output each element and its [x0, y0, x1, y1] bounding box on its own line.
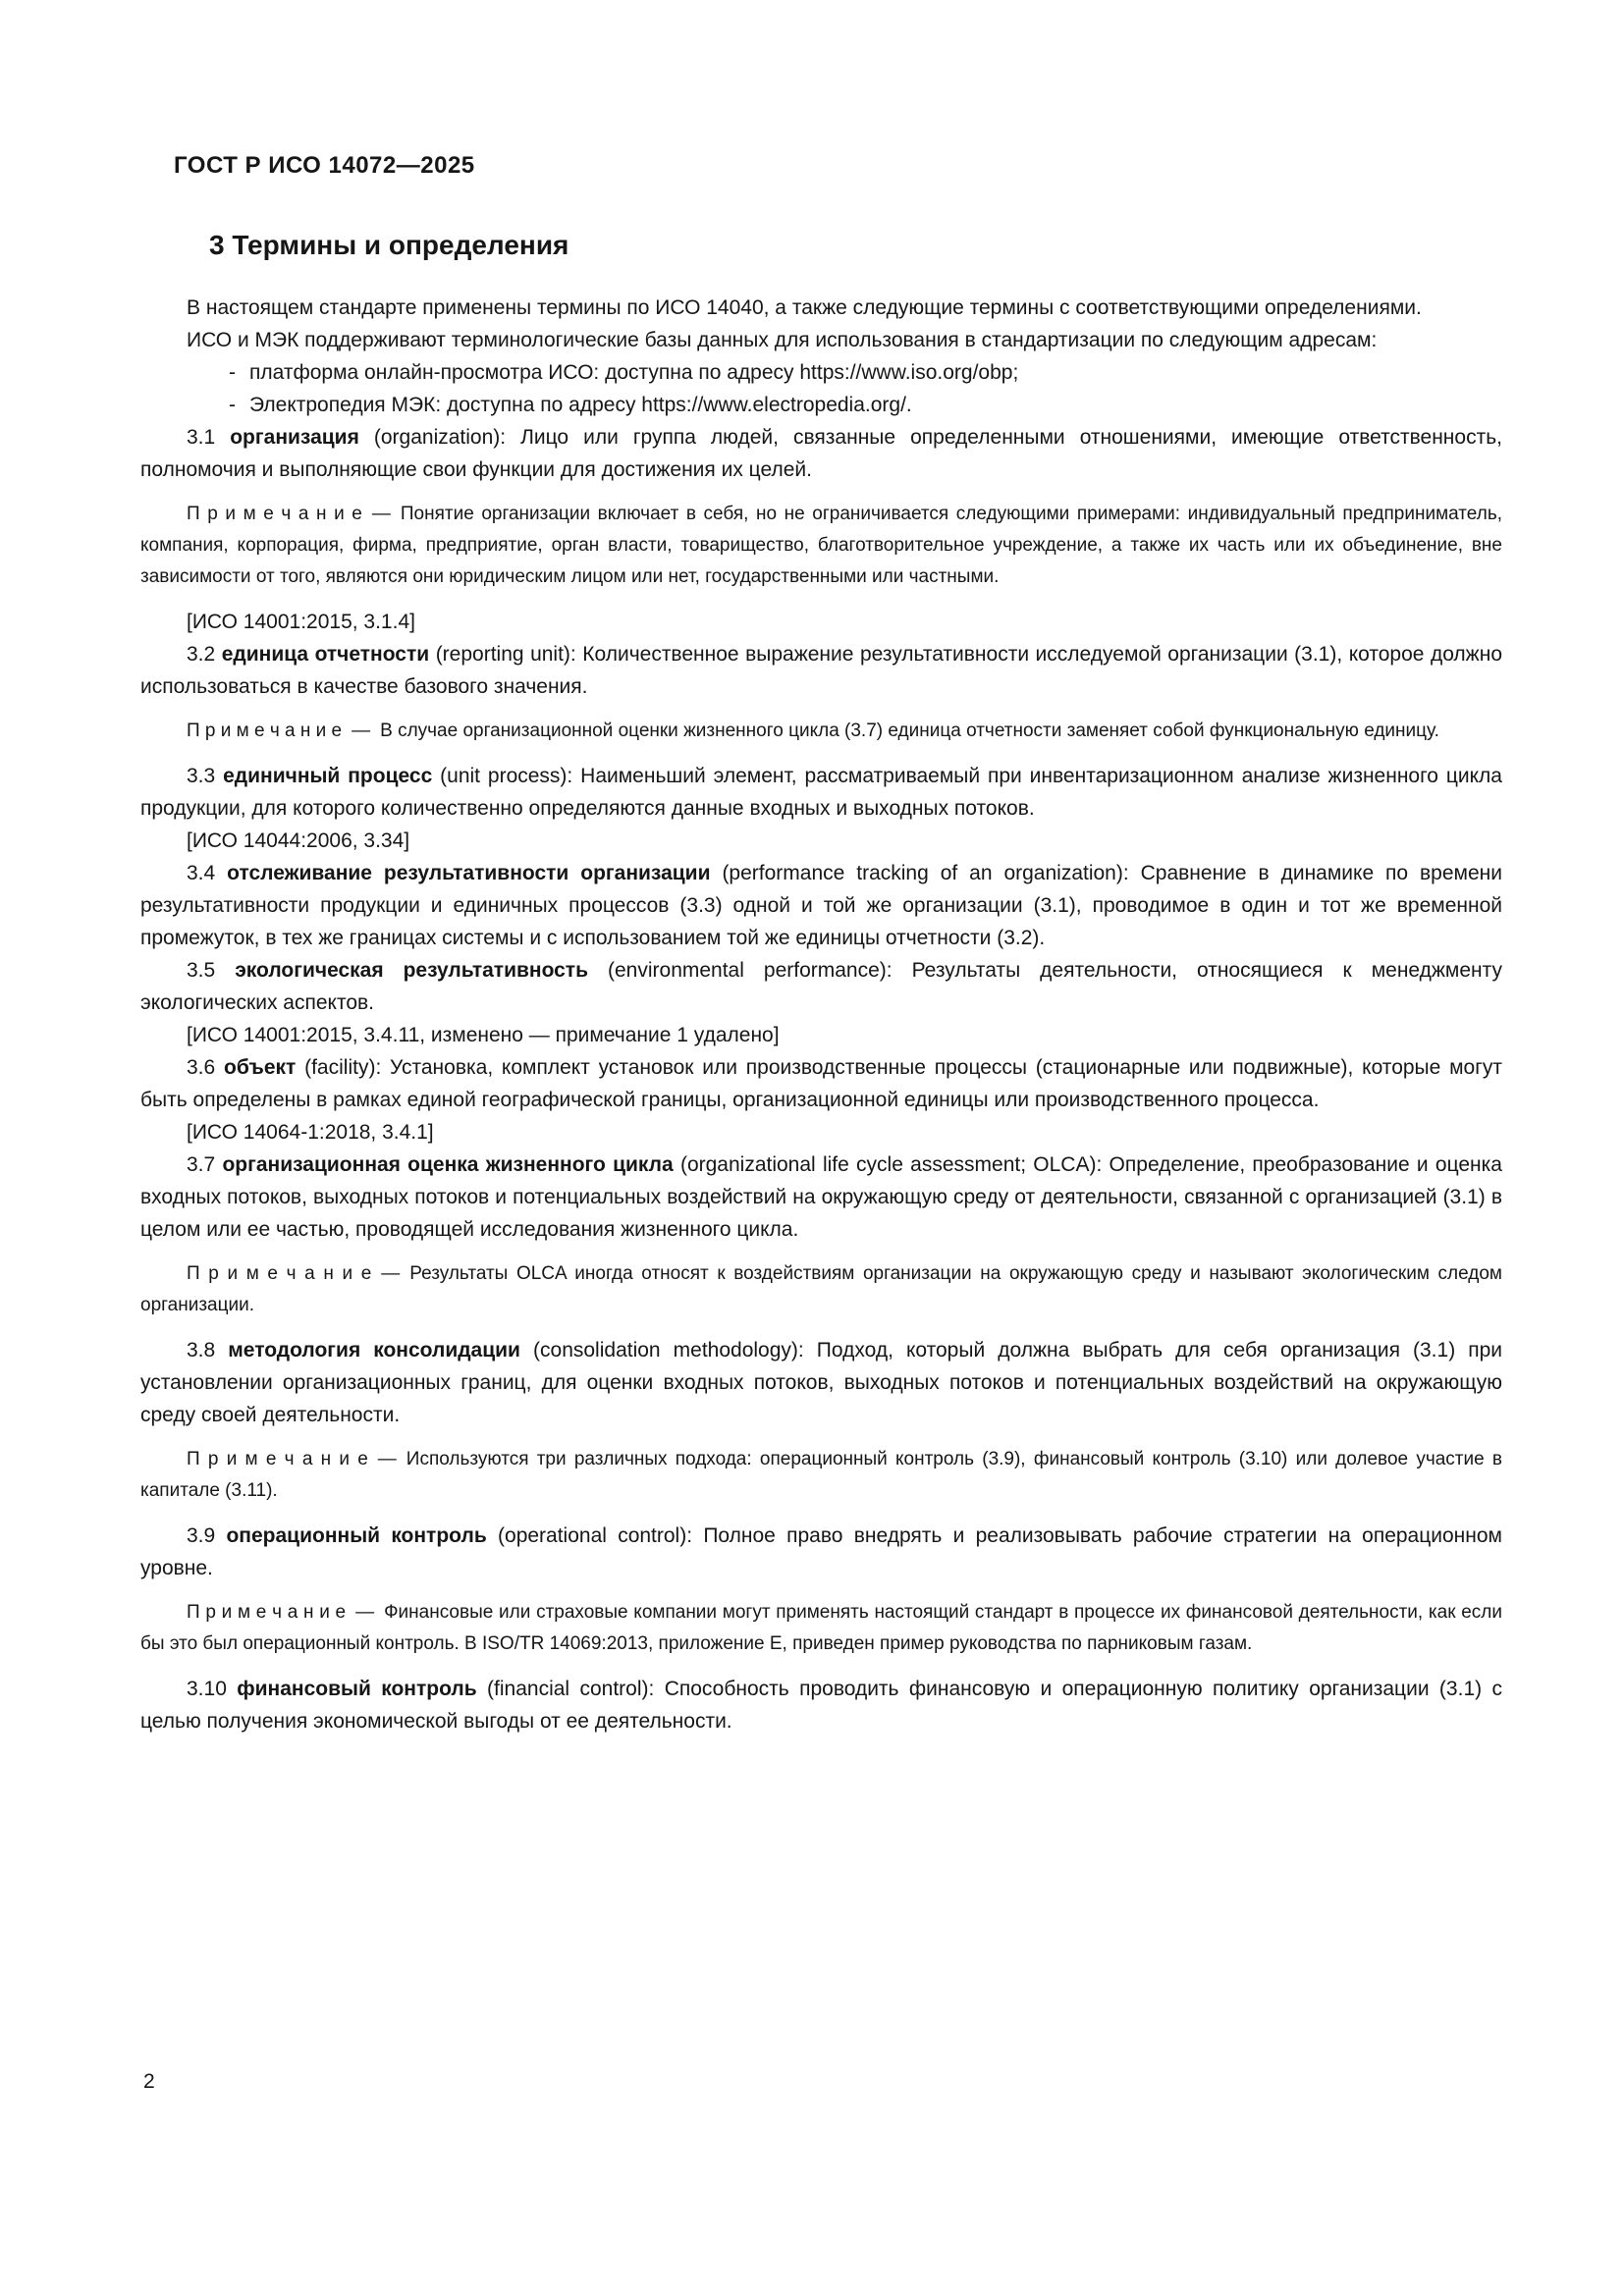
- note: [140, 1597, 1502, 1660]
- term-name: объект: [224, 1056, 297, 1079]
- term-paragraph-3-4: [140, 857, 1502, 954]
- term-paragraph-3-8: [140, 1334, 1502, 1431]
- term-paragraph-3-2: [140, 638, 1502, 703]
- list-item-text: Электропедия МЭК: доступна по адресу https://www.electropedia.org/.: [249, 394, 912, 416]
- source-citation: [ИСО 14044:2006, 3.34]: [187, 829, 410, 852]
- source-citation: [ИСО 14001:2015, 3.1.4]: [187, 611, 415, 633]
- note-dash: —: [352, 721, 371, 741]
- term-number: 3.6: [187, 1056, 216, 1079]
- intro-paragraph: ИСО и МЭК поддерживают терминологические базы данных для использования в стандартизации по следующим адресам:: [187, 329, 1378, 351]
- term-paragraph-3-3: [140, 760, 1502, 825]
- term-definition: (organizational life cycle assessment; OLCA): Определение, преобразование и оценка входных потоков, выходных потоков и потенциальных воздействий на окружающую среду от деятельности, связанной с организацией (3.1) в целом или ее частью, проводящей исследования жизненного цикла.: [140, 1153, 1502, 1241]
- term-name: финансовый контроль: [237, 1678, 477, 1700]
- note: [140, 499, 1502, 593]
- term-number: 3.9: [187, 1524, 216, 1547]
- term-number: 3.2: [187, 643, 216, 666]
- note-dash: —: [355, 1602, 375, 1623]
- note-dash: —: [371, 504, 391, 524]
- note-label: П р и м е ч а н и е: [187, 1263, 372, 1284]
- term-name: методология консолидации: [228, 1339, 520, 1362]
- term-name: единица отчетности: [221, 643, 430, 666]
- list-item-text: платформа онлайн-просмотра ИСО: доступна по адресу https://www.iso.org/obp;: [249, 361, 1019, 384]
- term-number: 3.5: [187, 959, 216, 982]
- note-text: В случае организационной оценки жизненного цикла (3.7) единица отчетности заменяет собой функциональную единицу.: [380, 721, 1439, 741]
- note-text: Используются три различных подхода: операционный контроль (3.9), финансовый контроль (3.10) или долевое участие в капитале (3.11).: [140, 1449, 1503, 1501]
- source-citation: [ИСО 14064-1:2018, 3.4.1]: [187, 1121, 434, 1144]
- term-paragraph-3-7: [140, 1148, 1502, 1246]
- list-item: [140, 356, 1502, 389]
- term-definition: (operational control): Полное право внедрять и реализовывать рабочие стратегии на операционном уровне.: [140, 1524, 1502, 1579]
- term-number: 3.3: [187, 765, 216, 787]
- list-item: [140, 389, 1502, 421]
- term-name: организация: [230, 426, 359, 449]
- term-number: 3.8: [187, 1339, 216, 1362]
- term-name: экологическая результативность: [235, 959, 588, 982]
- list-marker: -: [229, 361, 236, 384]
- term-name: организационная оценка жизненного цикла: [222, 1153, 674, 1176]
- term-number: 3.7: [187, 1153, 216, 1176]
- note-label: П р и м е ч а н и е: [187, 1449, 368, 1469]
- term-definition: (organization): Лицо или группа людей, связанные определенными отношениями, имеющие ответственность, полномочия и выполняющие свои функции для достижения их целей.: [140, 426, 1502, 481]
- term-definition: (environmental performance): Результаты деятельности, относящиеся к менеджменту экологических аспектов.: [140, 959, 1503, 1014]
- intro-paragraph: В настоящем стандарте применены термины по ИСО 14040, а также следующие термины с соответствующими определениями.: [187, 296, 1422, 319]
- note-text: Финансовые или страховые компании могут применять настоящий стандарт в процессе их финансовой деятельности, как если бы это был операционный контроль. В ISO/TR 14069:2013, приложение Е, приведен пример руководства по парниковым газам.: [140, 1602, 1502, 1654]
- note-text: Результаты OLCA иногда относят к воздействиям организации на окружающую среду и называют экологическим следом организации.: [140, 1263, 1502, 1315]
- term-definition: (consolidation methodology): Подход, который должна выбрать для себя организация (3.1) при установлении организационных границ, для оценки входных потоков, выходных потоков и потенциальных воздействий на окружающую среду своей деятельности.: [140, 1339, 1503, 1426]
- term-paragraph-3-1: [140, 421, 1502, 486]
- term-number: 3.10: [187, 1678, 227, 1700]
- term-name: отслеживание результативности организации: [227, 862, 711, 884]
- note-dash: —: [381, 1263, 401, 1284]
- term-paragraph-3-10: [140, 1673, 1502, 1737]
- term-definition: (unit process): Наименьший элемент, рассматриваемый при инвентаризационном анализе жизненного цикла продукции, для которого количественно определяются данные входных и выходных потоков.: [140, 765, 1502, 820]
- note-text: Понятие организации включает в себя, но не ограничивается следующими примерами: индивидуальный предприниматель, компания, корпорация, фирма, предприятие, орган власти, товарищество, благотворительное учреждение, а также их часть или их объединение, вне зависимости от того, являются они юридическим лицом или нет, государственными или частными.: [140, 504, 1502, 587]
- section-heading: 3 Термины и определения: [209, 230, 569, 260]
- note-label: П р и м е ч а н и е: [187, 721, 343, 741]
- term-definition: (financial control): Способность проводить финансовую и операционную политику организации (3.1) с целью получения экономической выгоды от ее деятельности.: [140, 1678, 1502, 1733]
- note: [140, 716, 1502, 747]
- term-name: единичный процесс: [223, 765, 433, 787]
- note: [140, 1258, 1502, 1321]
- note: [140, 1444, 1502, 1507]
- note-dash: —: [377, 1449, 397, 1469]
- running-header: ГОСТ Р ИСО 14072—2025: [174, 152, 475, 179]
- source-citation: [ИСО 14001:2015, 3.4.11, изменено — примечание 1 удалено]: [187, 1024, 780, 1046]
- term-definition: (performance tracking of an organization): Сравнение в динамике по времени результативности продукции и единичных процессов (3.3) одной и той же организации (3.1), проводимое в один и тот же временной промежуток, в тех же границах системы и с использованием той же единицы отчетности (3.2).: [140, 862, 1502, 949]
- term-definition: (reporting unit): Количественное выражение результативности исследуемой организации (3.1), которое должно использоваться в качестве базового значения.: [140, 643, 1502, 698]
- note-label: П р и м е ч а н и е: [187, 504, 362, 524]
- term-paragraph-3-9: [140, 1520, 1502, 1584]
- term-name: операционный контроль: [226, 1524, 487, 1547]
- list-marker: -: [229, 394, 236, 416]
- note-label: П р и м е ч а н и е: [187, 1602, 347, 1623]
- term-number: 3.4: [187, 862, 216, 884]
- term-paragraph-3-6: [140, 1051, 1502, 1116]
- page-number: 2: [143, 2070, 155, 2093]
- term-definition: (facility): Установка, комплект установок или производственные процессы (стационарные или подвижные), которые могут быть определены в рамках единой географической границы, организационной единицы или производственного процесса.: [140, 1056, 1502, 1111]
- term-number: 3.1: [187, 426, 216, 449]
- term-paragraph-3-5: [140, 954, 1502, 1019]
